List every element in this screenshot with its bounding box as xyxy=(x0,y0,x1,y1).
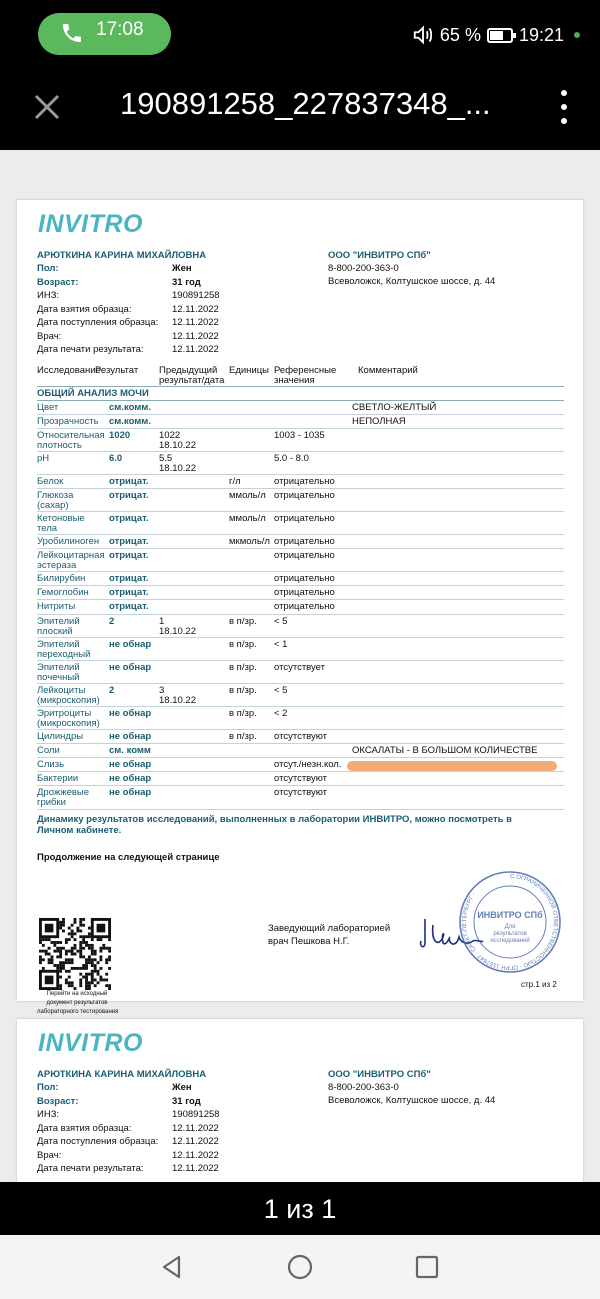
page-counter: 1 из 1 xyxy=(263,1194,337,1224)
footnote: Личном кабинете. xyxy=(37,825,122,836)
test-reference: отсутствует xyxy=(274,662,325,673)
test-name: плотность xyxy=(37,440,82,451)
col-header-units: Единицы xyxy=(229,365,270,376)
ongoing-call-pill[interactable] xyxy=(38,13,171,55)
test-name: Слизь xyxy=(37,759,65,770)
test-previous: 1 xyxy=(159,616,165,627)
test-result: см.комм. xyxy=(109,402,151,413)
nav-recents-icon[interactable] xyxy=(412,1252,442,1282)
test-result: отрицат. xyxy=(109,573,149,584)
field-label: Врач: xyxy=(37,331,62,342)
field-value: 12.11.2022 xyxy=(172,344,219,355)
test-result: отрицат. xyxy=(109,601,149,612)
page-number: стр.1 из 2 xyxy=(521,980,557,989)
test-units: в п/зр. xyxy=(229,639,257,650)
svg-text:результатов: результатов xyxy=(493,931,527,937)
test-reference: отсутствуют xyxy=(274,731,328,742)
test-result: отрицат. xyxy=(109,476,149,487)
test-reference: < 5 xyxy=(274,685,288,696)
test-name: Уробилиноген xyxy=(37,536,100,547)
test-units: ммоль/л xyxy=(229,513,266,524)
test-units: в п/зр. xyxy=(229,616,257,627)
field-label: ИНЗ: xyxy=(37,1109,60,1120)
test-result: 1020 xyxy=(109,430,131,441)
test-result: отрицат. xyxy=(109,513,149,524)
test-result: см. комм xyxy=(109,745,151,756)
footnote: Динамику результатов исследований, выполненных в лаборатории ИНВИТРО, можно посмотреть в xyxy=(37,814,512,825)
test-name: эстераза xyxy=(37,560,77,571)
test-result: отрицат. xyxy=(109,490,149,501)
test-previous: 5.5 xyxy=(159,453,173,464)
col-header-result: Результат xyxy=(95,365,139,376)
test-reference: < 1 xyxy=(274,639,288,650)
test-units: ммоль/л xyxy=(229,490,266,501)
row-separator xyxy=(37,614,564,615)
qr-code xyxy=(39,918,111,990)
close-icon[interactable] xyxy=(28,88,66,126)
test-reference: отрицательно xyxy=(274,587,335,598)
section-title: ОБЩИЙ АНАЛИЗ МОЧИ xyxy=(37,388,149,399)
row-separator xyxy=(37,534,564,535)
test-result: отрицат. xyxy=(109,536,149,547)
page-counter-bar xyxy=(0,1182,600,1235)
test-name: Гемоглобин xyxy=(37,587,89,598)
navigation-bar xyxy=(0,1235,600,1299)
svg-text:исследований: исследований xyxy=(490,938,530,944)
test-name: Эпителий xyxy=(37,662,80,673)
svg-text:Для: Для xyxy=(504,924,516,930)
notification-dot xyxy=(574,32,580,38)
field-label: Дата взятия образца: xyxy=(37,304,132,315)
pdf-page-2 xyxy=(17,1019,583,1182)
col-header-prev: результат/дата xyxy=(159,375,225,386)
field-value: 12.11.2022 xyxy=(172,304,219,315)
test-reference: 1003 - 1035 xyxy=(274,430,325,441)
lab-name: ООО "ИНВИТРО СПб" xyxy=(328,250,431,261)
lab-address: Всеволожск, Колтушское шоссе, д. 44 xyxy=(328,1095,496,1106)
invitro-logo: INVITRO xyxy=(38,1029,143,1057)
test-name: Относительная xyxy=(37,430,105,441)
test-name: Глюкоза xyxy=(37,490,74,501)
row-separator xyxy=(37,771,564,772)
test-result: 2 xyxy=(109,616,115,627)
redaction-mark xyxy=(347,761,557,771)
test-name: Эритроциты xyxy=(37,708,92,719)
col-header-comment: Комментарий xyxy=(358,365,418,376)
row-separator xyxy=(37,706,564,707)
patient-name: АРЮТКИНА КАРИНА МИХАЙЛОВНА xyxy=(37,1069,207,1080)
col-header-ref: Референсные xyxy=(274,365,337,376)
test-name: грибки xyxy=(37,797,66,808)
test-result: 6.0 xyxy=(109,453,123,464)
lab-phone: 8-800-200-363-0 xyxy=(328,1082,399,1093)
test-comment: СВЕТЛО-ЖЕЛТЫЙ xyxy=(352,402,437,413)
test-name: Нитриты xyxy=(37,601,76,612)
field-value: Жен xyxy=(172,263,192,274)
test-reference: отрицательно xyxy=(274,573,335,584)
field-value: 12.11.2022 xyxy=(172,317,219,328)
svg-text:С ОГРАНИЧЕННОЙ ОТВЕТСТВЕННОСТЬ: С ОГРАНИЧЕННОЙ ОТВЕТСТВЕННОСТЬЮ · ОГРН 1157847 · САНКТ-ПЕТЕРБУРГ · xyxy=(461,873,558,971)
field-value: 12.11.2022 xyxy=(172,331,219,342)
qr-caption: лабораторного тестирования xyxy=(37,1009,119,1015)
row-separator xyxy=(37,451,564,452)
document-title: 190891258_227837348_... xyxy=(120,86,491,121)
test-result: не обнар xyxy=(109,639,152,650)
row-separator xyxy=(37,571,564,572)
nav-home-icon[interactable] xyxy=(285,1252,315,1282)
test-units: в п/зр. xyxy=(229,662,257,673)
test-result: отрицат. xyxy=(109,550,149,561)
field-value: 190891258 xyxy=(172,290,220,301)
field-label: ИНЗ: xyxy=(37,290,60,301)
row-separator xyxy=(37,729,564,730)
lab-phone: 8-800-200-363-0 xyxy=(328,263,399,274)
test-name: плоский xyxy=(37,626,73,637)
test-result: не обнар xyxy=(109,787,152,798)
test-name: тела xyxy=(37,523,58,534)
test-name: Лейкоциты xyxy=(37,685,86,696)
svg-text:ИНВИТРО СПб: ИНВИТРО СПб xyxy=(477,910,543,920)
test-units: в п/зр. xyxy=(229,708,257,719)
test-reference: отрицательно xyxy=(274,536,335,547)
row-separator xyxy=(37,637,564,638)
test-reference: отрицательно xyxy=(274,476,335,487)
row-separator xyxy=(37,474,564,475)
more-vert-icon[interactable] xyxy=(552,88,576,126)
test-name: Билирубин xyxy=(37,573,86,584)
field-value: 12.11.2022 xyxy=(172,1136,219,1147)
test-name: Цвет xyxy=(37,402,59,413)
test-result: не обнар xyxy=(109,662,152,673)
app-bar xyxy=(0,70,600,150)
row-separator xyxy=(37,511,564,512)
test-name: (сахар) xyxy=(37,500,69,511)
test-previous: 18.10.22 xyxy=(159,440,196,451)
test-result: не обнар xyxy=(109,773,152,784)
test-units: в п/зр. xyxy=(229,731,257,742)
field-label: Пол: xyxy=(37,263,59,274)
test-units: в п/зр. xyxy=(229,685,257,696)
row-separator xyxy=(37,683,564,684)
test-previous: 18.10.22 xyxy=(159,463,196,474)
row-separator xyxy=(37,599,564,600)
field-value: 190891258 xyxy=(172,1109,220,1120)
battery-icon xyxy=(487,28,513,43)
field-label: Врач: xyxy=(37,1150,62,1161)
row-separator xyxy=(37,743,564,744)
signature-name: врач Пешкова Н.Г. xyxy=(268,936,350,947)
test-result: 2 xyxy=(109,685,115,696)
test-name: Бактерии xyxy=(37,773,79,784)
table-divider xyxy=(37,400,564,401)
test-reference: < 5 xyxy=(274,616,288,627)
patient-name: АРЮТКИНА КАРИНА МИХАЙЛОВНА xyxy=(37,250,207,261)
col-header-ref: значения xyxy=(274,375,315,386)
test-name: Белок xyxy=(37,476,64,487)
lab-stamp xyxy=(458,870,562,974)
col-header-study: Исследование xyxy=(37,365,101,376)
row-separator xyxy=(37,488,564,489)
signature-title: Заведующий лабораторией xyxy=(268,923,391,934)
col-header-prev: Предыдущий xyxy=(159,365,218,376)
test-name: (микроскопия) xyxy=(37,695,100,706)
test-previous: 18.10.22 xyxy=(159,695,196,706)
field-label: Возраст: xyxy=(37,277,79,288)
test-name: Прозрачность xyxy=(37,416,99,427)
test-comment: НЕПОЛНАЯ xyxy=(352,416,406,427)
field-value: 12.11.2022 xyxy=(172,1163,219,1174)
test-name: Лейкоцитарная xyxy=(37,550,105,561)
test-name: переходный xyxy=(37,649,91,660)
qr-caption: Перейти на исходный xyxy=(46,991,108,997)
lab-name: ООО "ИНВИТРО СПб" xyxy=(328,1069,431,1080)
status-bar xyxy=(0,0,600,70)
test-result: не обнар xyxy=(109,759,152,770)
test-name: Эпителий xyxy=(37,616,80,627)
field-label: Дата печати результата: xyxy=(37,1163,144,1174)
table-divider xyxy=(37,386,564,387)
test-name: Цилиндры xyxy=(37,731,84,742)
qr-caption: документ результатов xyxy=(46,1000,108,1006)
test-reference: отрицательно xyxy=(274,513,335,524)
row-separator xyxy=(37,757,564,758)
field-value: 12.11.2022 xyxy=(172,1123,219,1134)
test-name: (микроскопия) xyxy=(37,718,100,729)
test-result: не обнар xyxy=(109,731,152,742)
row-separator xyxy=(37,548,564,549)
row-separator xyxy=(37,428,564,429)
field-label: Дата печати результата: xyxy=(37,344,144,355)
test-previous: 18.10.22 xyxy=(159,626,196,637)
field-value: Жен xyxy=(172,1082,192,1093)
field-label: Дата поступления образца: xyxy=(37,1136,159,1147)
field-label: Дата поступления образца: xyxy=(37,317,159,328)
invitro-logo: INVITRO xyxy=(38,210,143,238)
field-label: Возраст: xyxy=(37,1096,79,1107)
test-name: Дрожжевые xyxy=(37,787,90,798)
battery-percent: 65 % xyxy=(439,24,481,45)
test-reference: отрицательно xyxy=(274,550,335,561)
test-result: отрицат. xyxy=(109,587,149,598)
row-separator xyxy=(37,809,564,810)
field-value: 12.11.2022 xyxy=(172,1150,219,1161)
clock: 19:21 xyxy=(518,24,564,45)
test-result: см.комм. xyxy=(109,416,151,427)
test-name: Кетоновые xyxy=(37,513,85,524)
test-reference: отрицательно xyxy=(274,490,335,501)
row-separator xyxy=(37,585,564,586)
row-separator xyxy=(37,785,564,786)
test-previous: 1022 xyxy=(159,430,181,441)
test-result: не обнар xyxy=(109,708,152,719)
test-reference: отрицательно xyxy=(274,601,335,612)
volume-icon xyxy=(412,24,434,46)
pdf-page-1 xyxy=(17,200,583,1015)
continued-note: Продолжение на следующей странице xyxy=(37,852,220,863)
field-value: 31 год xyxy=(172,1096,201,1107)
test-reference: отсут./незн.кол. xyxy=(274,759,342,770)
nav-back-icon[interactable] xyxy=(157,1252,187,1282)
test-reference: 5.0 - 8.0 xyxy=(274,453,309,464)
phone-icon xyxy=(60,21,84,45)
test-comment: ОКСАЛАТЫ - В БОЛЬШОМ КОЛИЧЕСТВЕ xyxy=(352,745,538,756)
field-label: Дата взятия образца: xyxy=(37,1123,132,1134)
test-reference: отсутствуют xyxy=(274,773,328,784)
test-name: Эпителий xyxy=(37,639,80,650)
test-previous: 3 xyxy=(159,685,165,696)
test-units: г/л xyxy=(229,476,241,487)
field-label: Пол: xyxy=(37,1082,59,1093)
test-reference: отсутствуют xyxy=(274,787,328,798)
test-units: мкмоль/л xyxy=(229,536,270,547)
call-timer: 17:08 xyxy=(96,19,144,40)
pdf-viewer[interactable] xyxy=(0,150,600,1182)
test-name: Соли xyxy=(37,745,60,756)
test-name: pH xyxy=(37,453,50,464)
row-separator xyxy=(37,414,564,415)
row-separator xyxy=(37,660,564,661)
test-reference: < 2 xyxy=(274,708,288,719)
test-name: почечный xyxy=(37,672,80,683)
lab-address: Всеволожск, Колтушское шоссе, д. 44 xyxy=(328,276,496,287)
field-value: 31 год xyxy=(172,277,201,288)
